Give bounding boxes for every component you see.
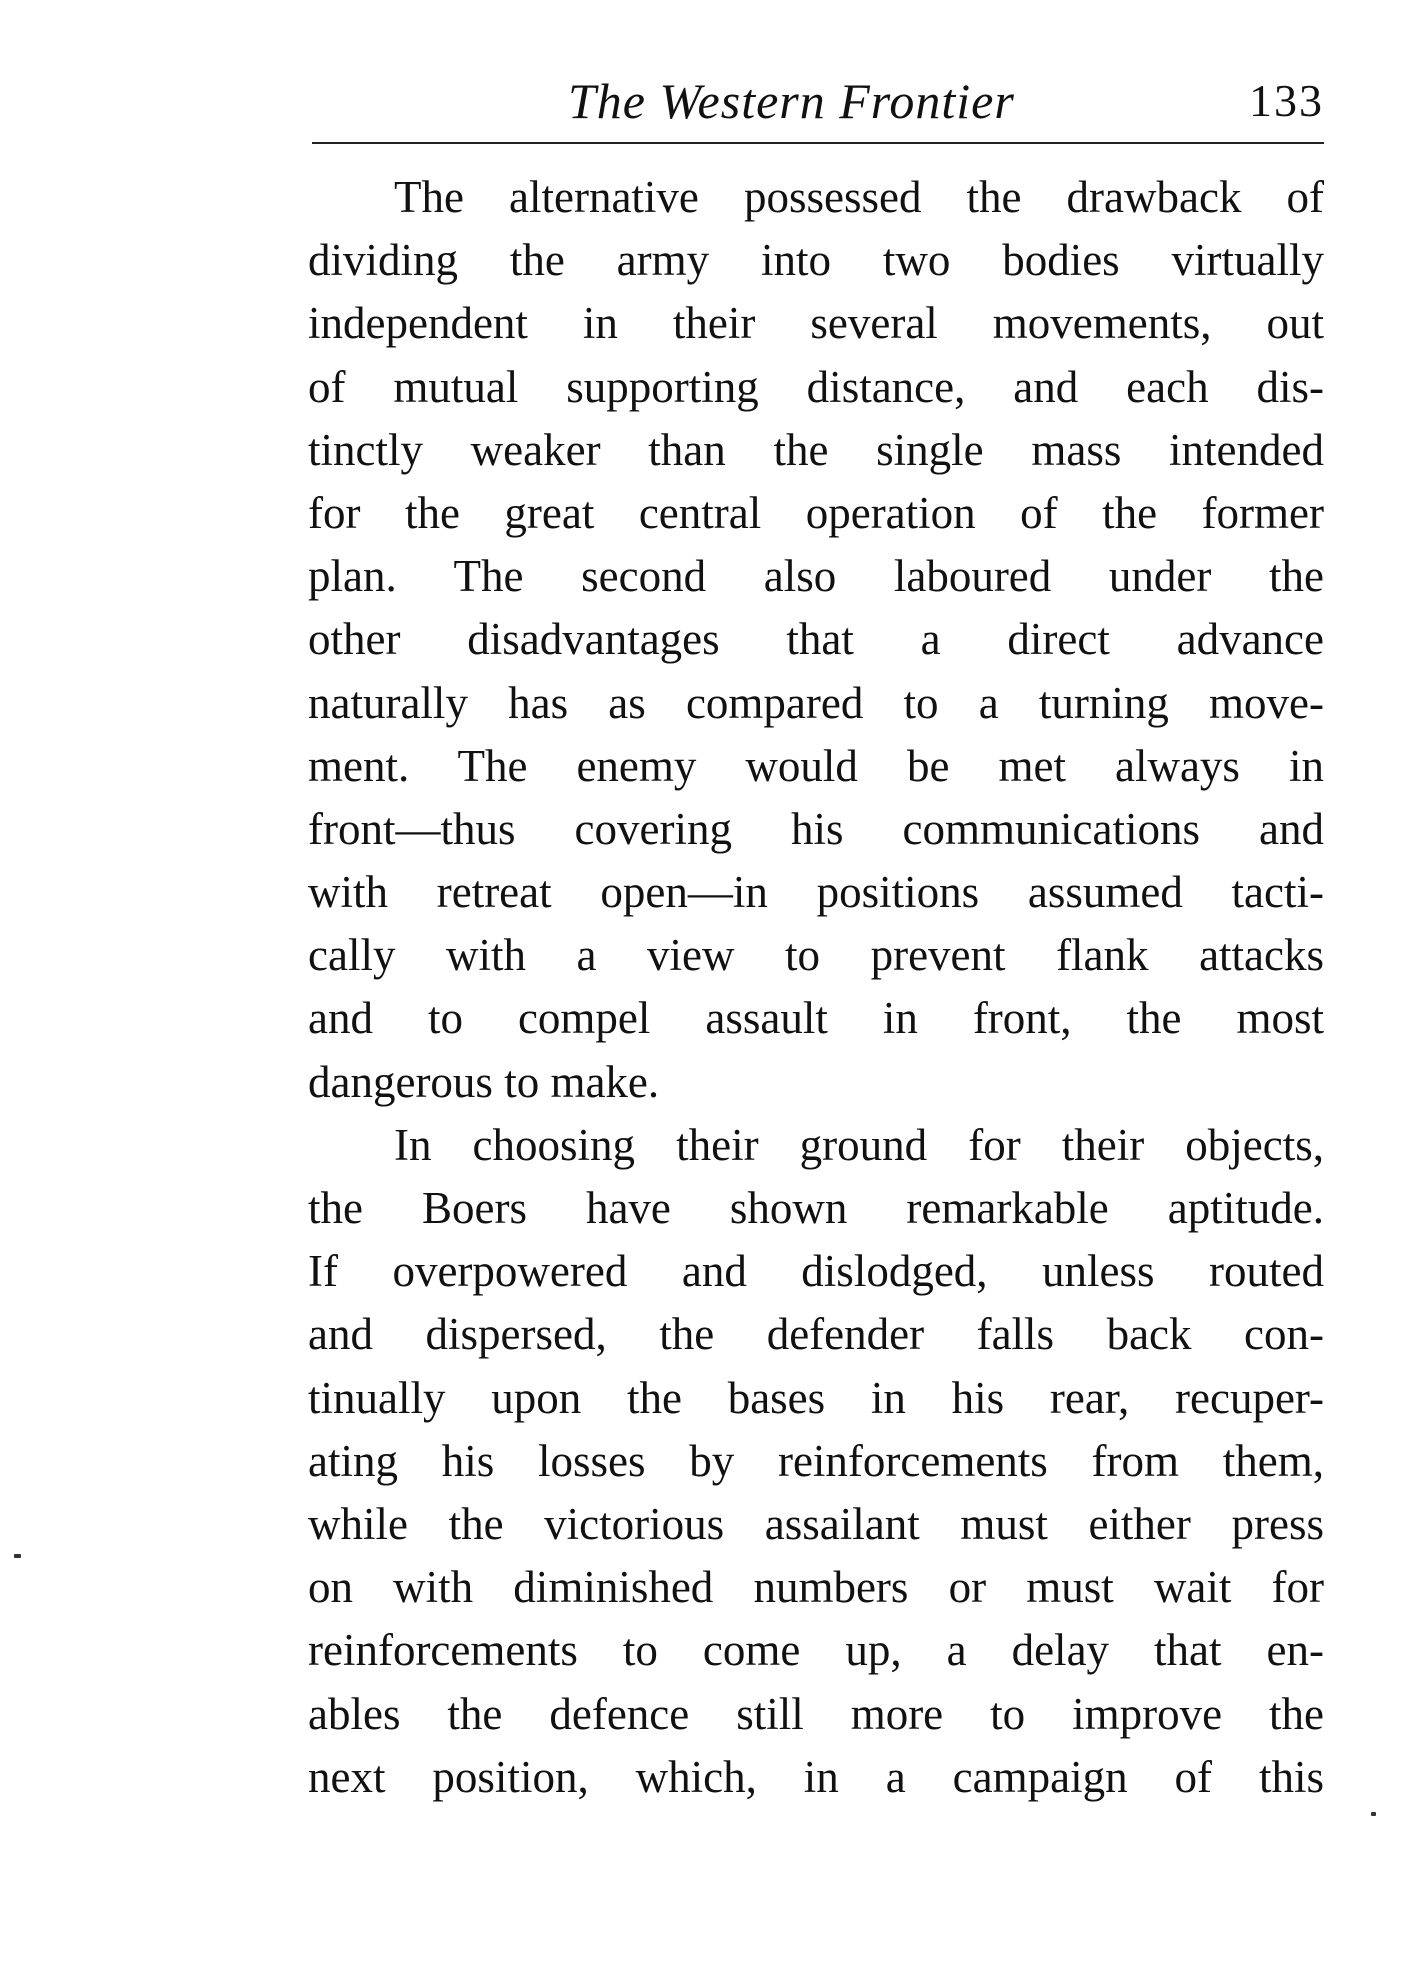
text-line: next position, which, in a campaign of this (308, 1751, 1324, 1802)
text-line: plan. The second also laboured under the (308, 551, 1324, 602)
text-line: In choosing their ground for their objects, (394, 1119, 1324, 1170)
text-line: tinually upon the bases in his rear, recuper- (308, 1372, 1324, 1423)
text-line: of mutual supporting distance, and each dis- (308, 361, 1324, 412)
page-number: 133 (1249, 75, 1324, 126)
margin-speck (14, 1554, 21, 1558)
text-line: ating his losses by reinforcements from them, (308, 1435, 1324, 1486)
text-line: other disadvantages that a direct advance (308, 614, 1324, 665)
margin-speck (1371, 1812, 1376, 1816)
paragraph-1 (308, 166, 1324, 1114)
text-line: with retreat open—in positions assumed tacti- (308, 867, 1324, 918)
running-title: The Western Frontier (568, 73, 1015, 129)
body-text (308, 166, 1324, 1809)
text-line: cally with a view to prevent flank attacks (308, 930, 1324, 981)
text-line: for the great central operation of the former (308, 487, 1324, 538)
text-line: dangerous to make. (308, 1056, 660, 1107)
text-line: front—thus covering his communications and (308, 803, 1324, 854)
text-line: and to compel assault in front, the most (308, 993, 1324, 1044)
text-line: and dispersed, the defender falls back con- (308, 1309, 1324, 1360)
text-line: while the victorious assailant must either press (308, 1498, 1324, 1549)
text-line: ables the defence still more to improve the (308, 1688, 1324, 1739)
text-line: naturally has as compared to a turning move- (308, 677, 1324, 728)
text-line: independent in their several movements, out (308, 298, 1324, 349)
text-line: reinforcements to come up, a delay that en- (308, 1625, 1324, 1676)
running-head (312, 66, 1324, 136)
text-line: on with diminished numbers or must wait for (308, 1562, 1324, 1613)
text-line: the Boers have shown remarkable aptitude. (308, 1183, 1324, 1233)
paragraph-2 (308, 1114, 1324, 1809)
text-line: The alternative possessed the drawback of (394, 172, 1324, 222)
header-rule (312, 142, 1324, 144)
text-line: ment. The enemy would be met always in (308, 740, 1324, 791)
text-line: If overpowered and dislodged, unless routed (308, 1246, 1324, 1297)
text-line: dividing the army into two bodies virtually (308, 235, 1324, 286)
text-line: tinctly weaker than the single mass intended (308, 424, 1324, 475)
